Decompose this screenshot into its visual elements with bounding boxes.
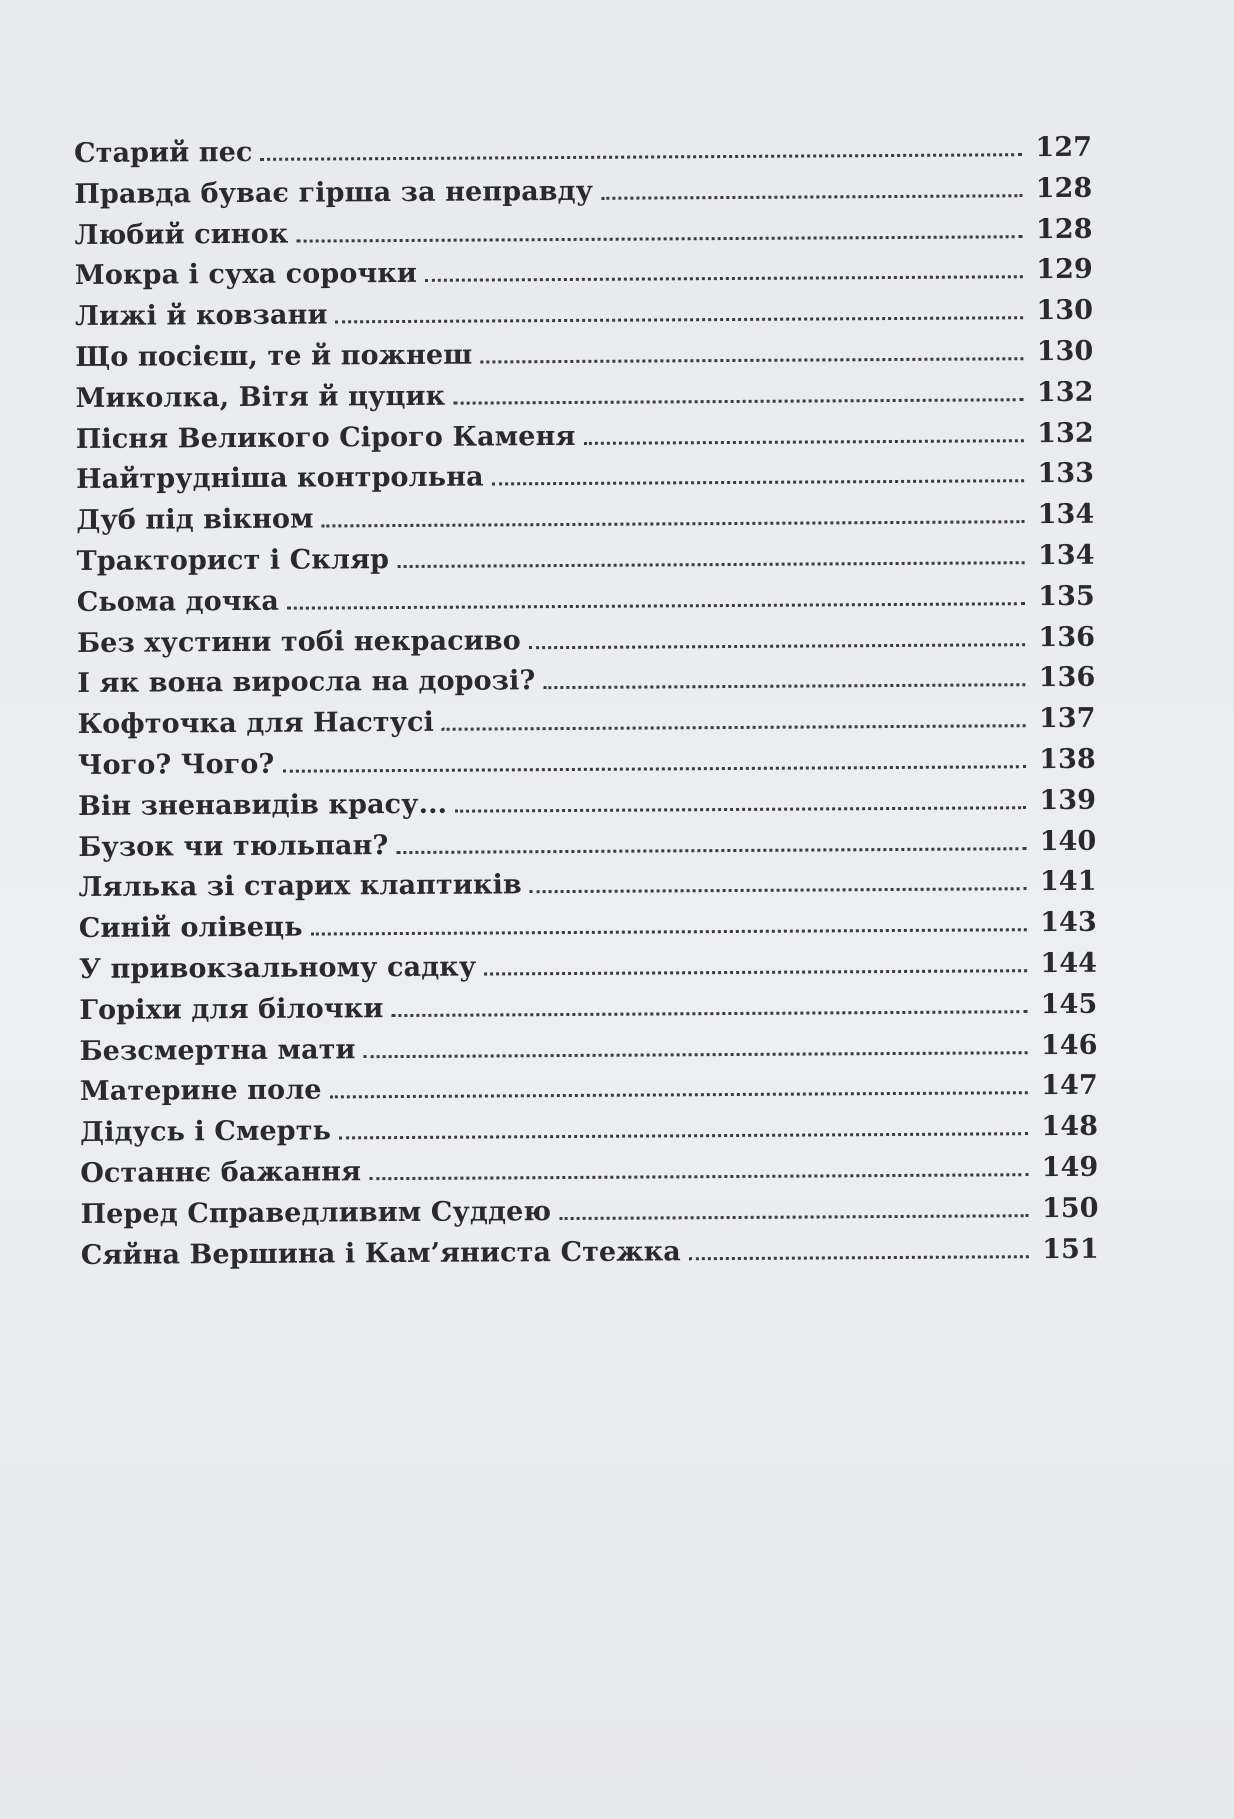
toc-entry-title: Найтрудніша контрольна [75,461,484,496]
toc-entry [76,540,1094,587]
toc-entry-title: Кофточка для Настусі [77,706,435,741]
toc-entry-title: У привокзальному садку [78,951,477,985]
toc-entry-title: Дуб під вікном [76,503,314,537]
toc-entry-title: Синій олівець [78,911,303,945]
dot-leader [453,398,1023,404]
toc-entry-page: 139 [1039,784,1097,816]
toc-entry [74,173,1092,220]
dot-leader [311,928,1027,935]
toc-entry [80,1192,1098,1239]
toc-entry [75,377,1093,424]
toc-entry-page: 147 [1041,1070,1098,1102]
toc-entry [75,254,1093,301]
table-of-contents [74,132,1099,1281]
toc-entry [79,1029,1097,1076]
dot-leader [369,1173,1028,1180]
toc-entry-title: Дідусь і Смерть [79,1115,332,1149]
toc-entry [77,703,1095,750]
dot-leader [601,194,1022,200]
toc-entry-title: Сяйна Вершина і Кам’яниста Стежка [80,1235,681,1271]
toc-entry-page: 149 [1041,1151,1099,1184]
dot-leader [391,1010,1027,1017]
dot-leader [529,643,1025,649]
dot-leader [364,1051,1028,1058]
toc-entry-page: 135 [1038,580,1095,612]
toc-entry-title: Без хустини тобі некрасиво [76,624,521,659]
toc-entry-page: 137 [1038,702,1096,735]
dot-leader [689,1255,1029,1260]
toc-entry [78,866,1096,913]
toc-entry-title: Старий пес [74,136,253,169]
dot-leader [442,724,1026,731]
toc-entry [81,1233,1099,1280]
toc-entry [80,1152,1098,1199]
dot-leader [484,969,1027,975]
toc-entry [78,825,1096,872]
toc-entry [74,213,1092,260]
toc-entry [74,132,1092,179]
toc-entry-title: Миколка, Вітя й цуцик [75,380,446,414]
toc-entry [77,621,1095,668]
toc-entry-title: Безсмертна мати [79,1033,356,1067]
toc-entry-page: 148 [1041,1110,1099,1143]
toc-entry-page: 128 [1035,172,1093,204]
toc-entry-page: 151 [1042,1233,1099,1265]
toc-entry-page: 144 [1040,947,1098,980]
toc-entry-title: Лялька зі старих клаптиків [78,869,522,904]
toc-entry [78,744,1096,791]
toc-entry-title: Любий синок [74,218,289,251]
toc-entry-page: 132 [1037,417,1094,449]
toc-entry-title: Чого? Чого? [77,748,275,781]
toc-entry-page: 141 [1039,866,1097,898]
dot-leader [339,1132,1028,1139]
toc-entry-title: Лижі й ковзани [74,299,328,333]
dot-leader [322,520,1025,527]
toc-entry [75,295,1093,342]
toc-entry [79,907,1097,954]
toc-entry-title: Мокра і суха сорочки [74,258,418,292]
dot-leader [543,684,1025,690]
toc-entry [76,458,1094,505]
dot-leader [261,153,1023,161]
dot-leader [559,1214,1028,1220]
toc-entry-page: 146 [1040,1029,1098,1061]
toc-entry [80,1070,1098,1117]
dot-leader [455,806,1026,812]
dot-leader [296,235,1022,242]
toc-entry [76,499,1094,546]
toc-entry-page: 136 [1038,662,1096,694]
toc-entry-title: Останнє бажання [80,1156,362,1189]
toc-entry [78,785,1096,832]
dot-leader [282,765,1025,773]
toc-entry [75,336,1093,383]
toc-entry [76,417,1094,464]
toc-entry-page: 134 [1037,498,1095,531]
toc-entry [77,581,1095,628]
toc-entry-page: 130 [1036,335,1094,368]
toc-entry-title: Правда буває гірша за неправду [74,175,594,210]
toc-entry-page: 132 [1036,376,1094,408]
toc-entry-page: 143 [1040,906,1097,939]
toc-entry-page: 145 [1040,988,1098,1020]
toc-entry-title: І як вона виросла на дорозі? [77,665,536,700]
toc-entry-page: 140 [1039,825,1097,857]
dot-leader [330,1092,1028,1099]
toc-entry-page: 133 [1037,458,1095,490]
toc-entry-title: Він зненавидів красу... [77,788,448,822]
toc-entry-page: 129 [1036,254,1093,286]
toc-entry-title: Перед Справедливим Суддею [80,1195,552,1230]
toc-entry-page: 138 [1039,743,1096,776]
dot-leader [397,561,1025,568]
dot-leader [492,480,1024,486]
toc-entry-page: 136 [1038,621,1096,653]
toc-entry-page: 127 [1035,131,1093,164]
toc-entry-title: Материне поле [79,1074,322,1108]
toc-entry-title: Бузок чи тюльпан? [78,829,389,863]
toc-entry-title: Пісня Великого Сірого Каменя [75,420,576,455]
toc-entry-title: Тракторист і Скляр [76,544,390,577]
dot-leader [287,602,1025,610]
dot-leader [480,357,1023,363]
toc-entry-page: 150 [1041,1192,1099,1224]
toc-entry [77,662,1095,709]
toc-entry-title: Горіхи для білочки [79,992,384,1026]
dot-leader [336,316,1024,323]
toc-entry [79,988,1097,1035]
dot-leader [530,888,1027,894]
toc-entry [79,948,1097,995]
toc-entry-page: 128 [1035,213,1093,245]
toc-entry-title: Сьома дочка [76,585,279,618]
dot-leader [396,847,1026,854]
dot-leader [583,439,1023,445]
dot-leader [425,276,1023,283]
toc-entry-page: 134 [1037,539,1095,572]
toc-entry [80,1111,1098,1158]
toc-entry-page: 130 [1036,294,1094,327]
toc-entry-title: Що посієш, те й пожнеш [75,339,473,373]
